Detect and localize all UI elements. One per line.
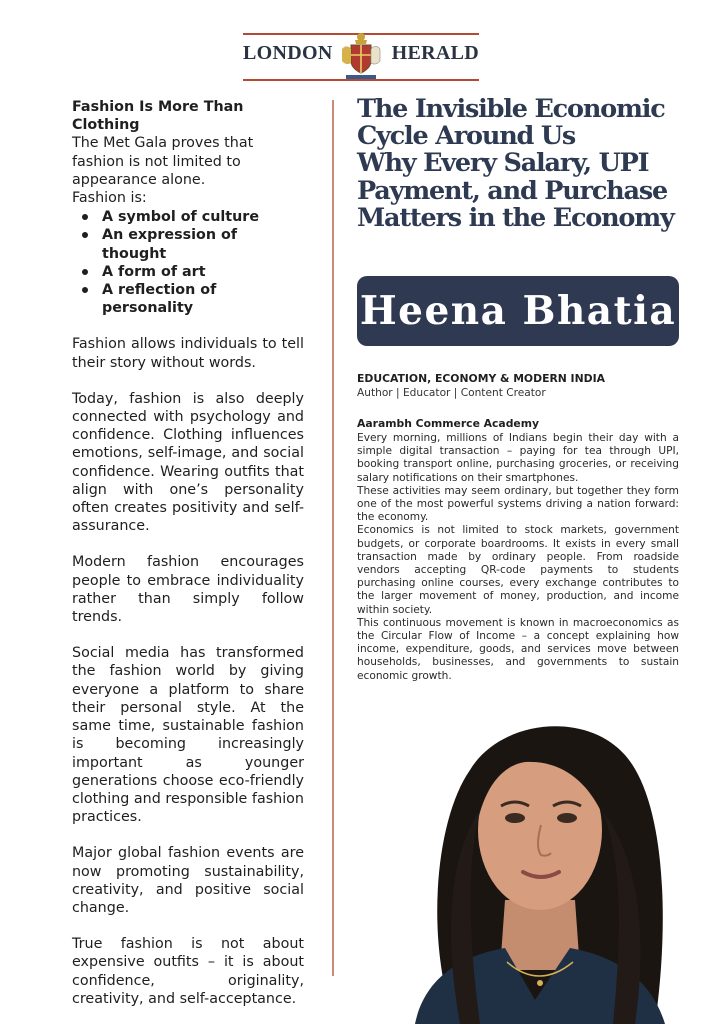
- fashion-article-column: [72, 98, 304, 1008]
- headline-line: Why Every Salary, UPI: [357, 148, 649, 179]
- masthead-left-word: LONDON: [243, 42, 333, 64]
- fashion-paragraph: Major global fashion events are now promoting sustainability, creativity, and positive social change.: [72, 845, 304, 916]
- fashion-paragraph: Modern fashion encourages people to embrace individuality rather than simply follow trends.: [72, 554, 304, 626]
- author-name-banner: [357, 276, 679, 346]
- bullet-item: A form of art: [102, 263, 304, 281]
- fashion-paragraph: Fashion allows individuals to tell their story without words.: [72, 336, 304, 371]
- headline-line: Cycle Around Us: [357, 121, 576, 152]
- bullet-item: A reflection of personality: [102, 281, 304, 317]
- author-roles: Author | Educator | Content Creator: [357, 387, 546, 399]
- headline-line: Payment, and Purchase: [357, 175, 667, 206]
- fashion-paragraph: True fashion is not about expensive outfits – it is about confidence, originality, creativity, and self-acceptance.: [72, 936, 304, 1007]
- author-name: Heena Bhatia: [359, 288, 677, 334]
- masthead: [243, 33, 479, 83]
- fashion-paragraph: Social media has transformed the fashion world by giving everyone a platform to share their personal style. At the same time, sustainable fashion is becoming increasingly important as younger generations choose eco-friendly clothing and responsible fashion practices.: [72, 645, 304, 826]
- masthead-bottom-rule: [243, 79, 479, 81]
- fashion-list-lead: Fashion is:: [72, 190, 147, 207]
- economy-paragraph: Every morning, millions of Indians begin their day with a simple digital transaction – paying for tea through UPI, booking transport online, purchasing groceries, or receiving salary notifications on their smartphones.: [357, 432, 679, 484]
- masthead-right-word: HERALD: [391, 42, 479, 64]
- headline-line: The Invisible Economic: [357, 94, 665, 124]
- economy-paragraph: These activities may seem ordinary, but together they form one of the most powerful systems driving a nation forward: the economy.: [357, 484, 679, 524]
- section-label: EDUCATION, ECONOMY & MODERN INDIA: [357, 372, 605, 385]
- bullet-item: An expression of thought: [102, 226, 304, 262]
- economy-article-body: [357, 432, 679, 683]
- column-divider: [332, 100, 334, 976]
- economy-paragraph: Economics is not limited to stock markets, government budgets, or corporate boardrooms. It exists in every small transaction made by ordinary people. From roadside vendors accepting QR-code payments to students purchasing online courses, every exchange contributes to the larger movement of money, production, and income within society.: [357, 524, 679, 616]
- fashion-article-heading: Fashion Is More Than Clothing: [72, 99, 244, 134]
- article-headline: [357, 96, 677, 232]
- headline-line: Matters in the Economy: [357, 202, 674, 233]
- fashion-intro: The Met Gala proves that fashion is not limited to appearance alone.: [72, 135, 254, 188]
- academy-name: Aarambh Commerce Academy: [357, 417, 540, 430]
- economy-paragraph: This continuous movement is known in macroeconomics as the Circular Flow of Income – a concept explaining how income, expenditure, goods, and services move between households, businesses, and governments to sustain economic growth.: [357, 616, 679, 682]
- fashion-bullet-list: [72, 208, 304, 317]
- fashion-paragraph: Today, fashion is also deeply connected with psychology and confidence. Clothing influences emotions, self-image, and social confidence. Wearing outfits that align with one’s personality often creates positivity and self-assurance.: [72, 390, 304, 535]
- bullet-item: A symbol of culture: [102, 208, 304, 226]
- author-portrait: [385, 700, 690, 1024]
- royal-crest-icon: [338, 31, 384, 83]
